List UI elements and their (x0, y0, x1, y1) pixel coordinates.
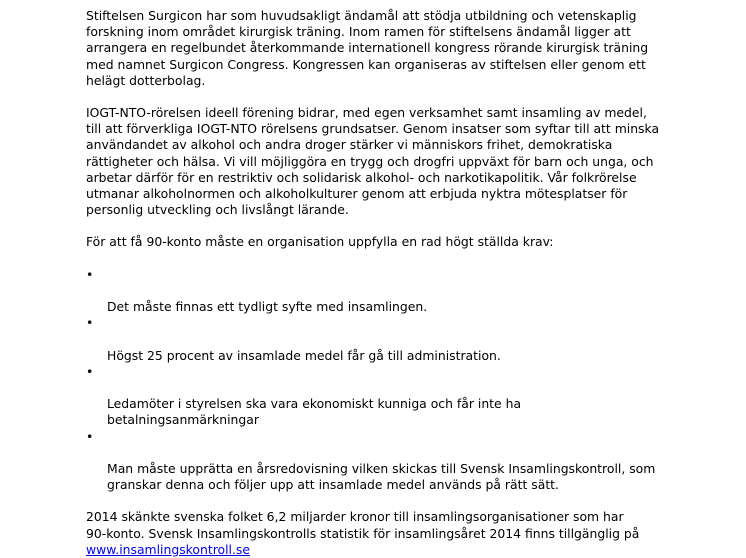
list-item-text: Det måste finnas ett tydligt syfte med insamlingen. (107, 299, 428, 315)
requirements-list (86, 267, 726, 494)
paragraph-spacer (86, 251, 726, 267)
list-item (86, 429, 726, 494)
paragraph-surgicon: Stiftelsen Surgicon har som huvudsakligt ändamål att stödja utbildning och vetenskaplig forskning inom området kirurgisk träning. Inom ramen för stiftelsens ändamål ligger att arrangera en regelbundet återkommande internationell kongress rörande kirurgisk träning med namnet Surgicon Congress. Kongressen kan organiseras av stiftelsen eller genom ett helägt dotterbolag. (86, 8, 649, 88)
bullet-icon: • (86, 315, 94, 331)
insamlingskontroll-link[interactable]: www.insamlingskontroll.se (86, 541, 251, 557)
paragraph-spacer (86, 493, 726, 509)
list-item (86, 267, 726, 316)
bullet-icon: • (86, 266, 94, 282)
bullet-icon: • (86, 363, 94, 379)
document-body (86, 8, 726, 558)
list-item-text: Ledamöter i styrelsen ska vara ekonomiskt kunniga och får inte ha betalningsanmärkningar (107, 396, 522, 428)
list-item (86, 315, 726, 364)
paragraph-spacer (86, 89, 726, 105)
paragraph-requirements-intro: För att få 90-konto måste en organisation uppfylla en rad högt ställda krav: (86, 234, 554, 250)
paragraph-closing: 2014 skänkte svenska folket 6,2 miljarder kronor till insamlingsorganisationer som har 90-konto. Svensk Insamlingskontrolls statistik för insamlingsåret 2014 finns tillgänglig på (86, 509, 640, 541)
list-item-text: Man måste upprätta en årsredovisning vilken skickas till Svensk Insamlingskontroll, som granskar denna och följer upp att insamlade medel används på rätt sätt. (107, 461, 656, 493)
bullet-icon: • (86, 428, 94, 444)
paragraph-iogt: IOGT-NTO-rörelsen ideell förening bidrar, med egen verksamhet samt insamling av medel, till att förverkliga IOGT-NTO rörelsens grundsatser. Genom insatser som syftar till att minska användandet av alkohol och andra droger stärker vi människors frihet, demokratiska rättigheter och hälsa. Vi vill möjliggöra en trygg och drogfri uppväxt för barn och unga, och arbetar därför för en restriktiv och solidarisk alkohol- och narkotikapolitik. Vår folkrörelse utmanar alkoholnormen och alkoholkulturer genom att erbjuda nyktra mötesplatser för personlig utveckling och livslångt lärande. (86, 105, 660, 218)
paragraph-spacer (86, 218, 726, 234)
list-item-text: Högst 25 procent av insamlade medel får gå till administration. (107, 347, 501, 363)
